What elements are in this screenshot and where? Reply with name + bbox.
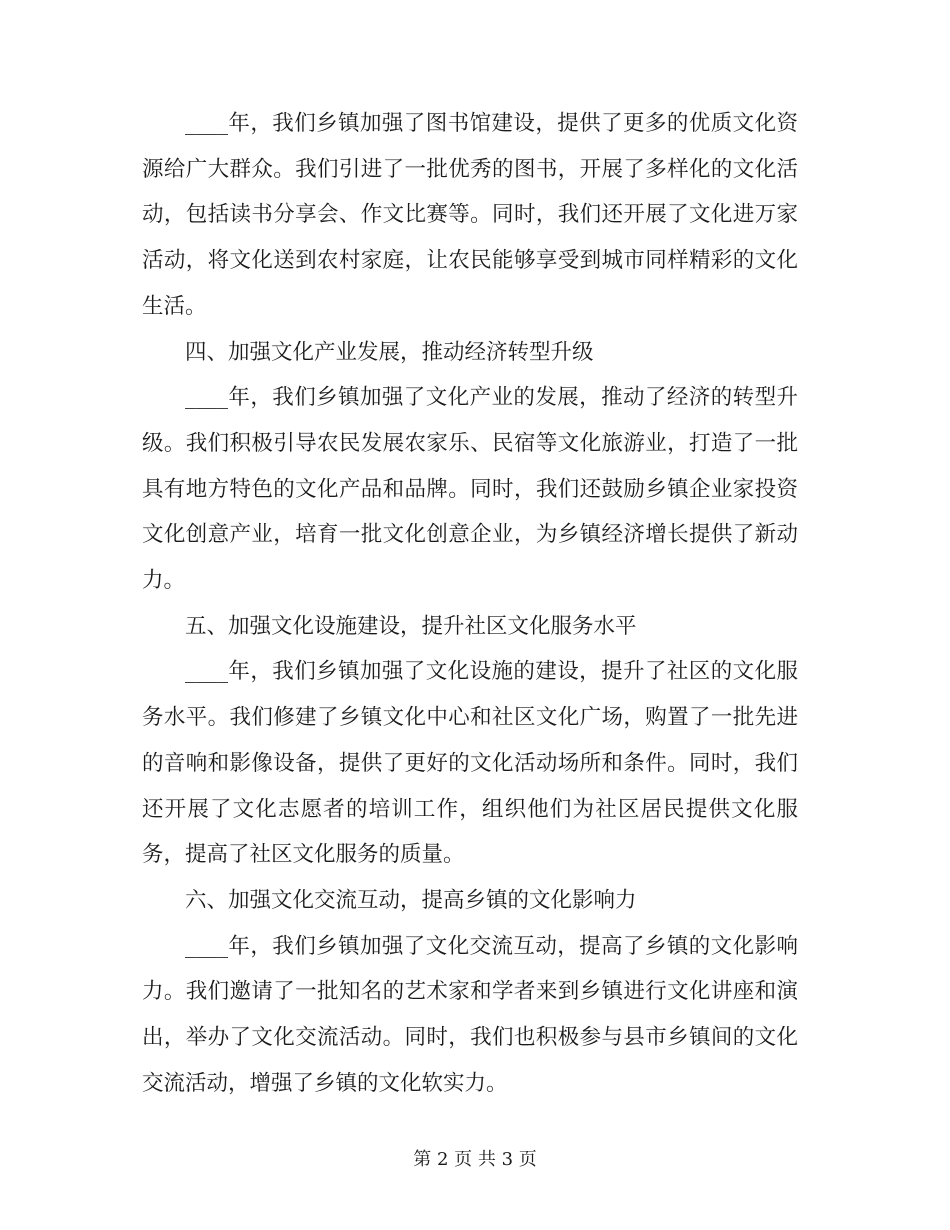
paragraph-cultural-exchange: ____年，我们乡镇加强了文化交流互动，提高了乡镇的文化影响力。我们邀请了一批知名的艺术家和学者来到乡镇进行文化讲座和演出，举办了文化交流活动。同时，我们也积极参与县市乡镇间的文化交流活动，增强了乡镇的文化软实力。	[142, 933, 798, 1096]
document-body	[142, 101, 798, 1106]
paragraph-library: ____年，我们乡镇加强了图书馆建设，提供了更多的优质文化资源给广大群众。我们引进了一批优秀的图书，开展了多样化的文化活动，包括读书分享会、作文比赛等。同时，我们还开展了文化进万家活动，将文化送到农村家庭，让农民能够享受到城市同样精彩的文化生活。	[142, 111, 798, 319]
paragraph-cultural-facilities: ____年，我们乡镇加强了文化设施的建设，提升了社区的文化服务水平。我们修建了乡镇文化中心和社区文化广场，购置了一批先进的音响和影像设备，提供了更好的文化活动场所和条件。同时，我们还开展了文化志愿者的培训工作，组织他们为社区居民提供文化服务，提高了社区文化服务的质量。	[142, 659, 798, 868]
section-heading-6: 六、加强文化交流互动，提高乡镇的文化影响力	[185, 887, 637, 913]
page-number-footer: 第 2 页 共 3 页	[413, 1149, 537, 1170]
section-heading-5: 五、加强文化设施建设，提升社区文化服务水平	[185, 613, 637, 639]
paragraph-cultural-industry: ____年，我们乡镇加强了文化产业的发展，推动了经济的转型升级。我们积极引导农民发展农家乐、民宿等文化旅游业，打造了一批具有地方特色的文化产品和品牌。同时，我们还鼓励乡镇企业家投资文化创意产业，培育一批文化创意企业，为乡镇经济增长提供了新动力。	[142, 385, 798, 594]
section-heading-4: 四、加强文化产业发展，推动经济转型升级	[185, 339, 594, 365]
